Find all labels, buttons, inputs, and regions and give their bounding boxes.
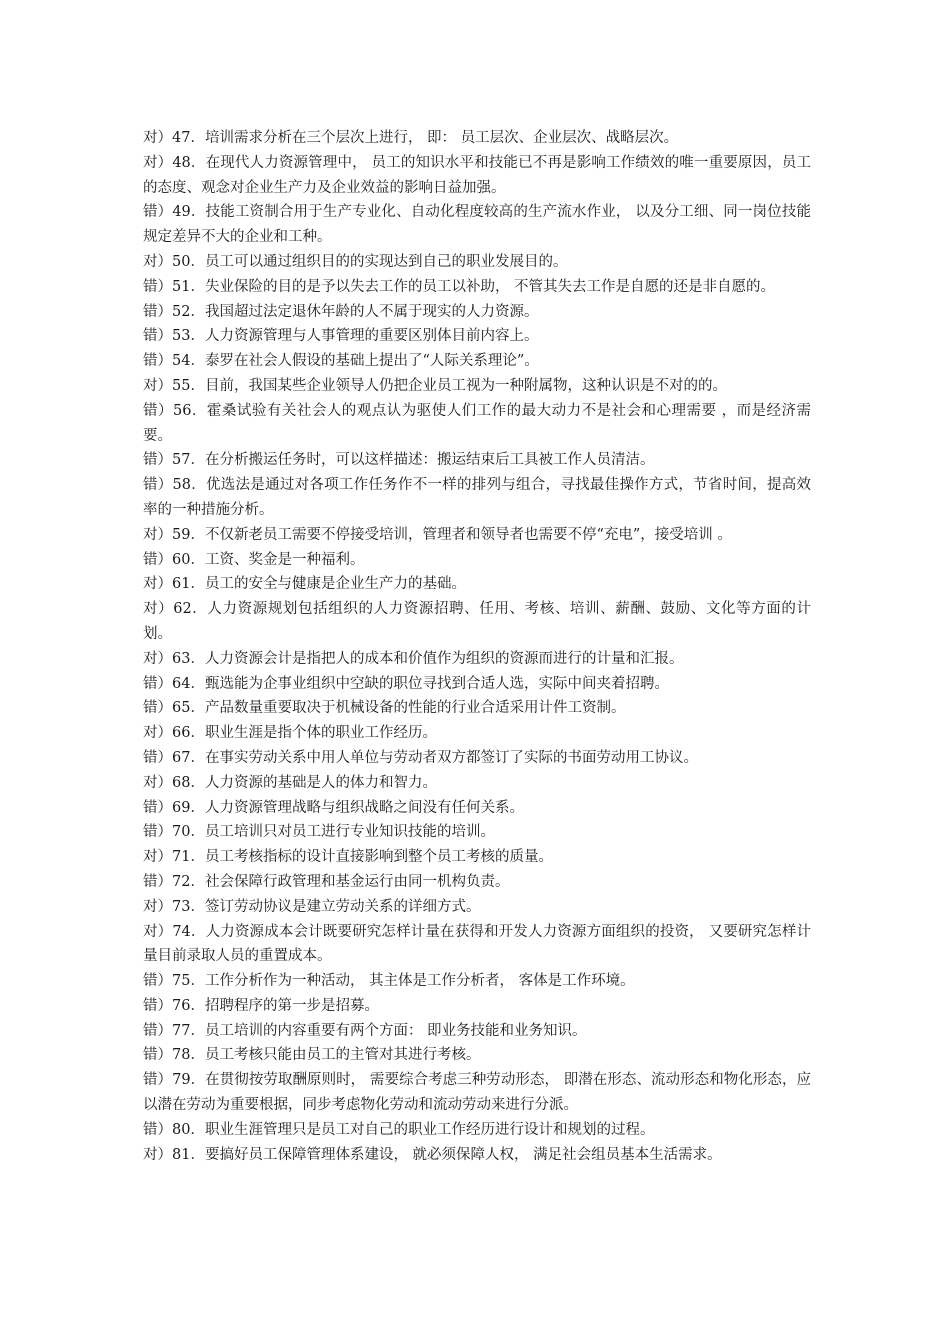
question-number: 56． <box>172 402 207 419</box>
question-number: 68． <box>172 774 205 791</box>
question-text: 甄选能为企事业组织中空缺的职位寻找到合适人选，实际中间夹着招聘。 <box>204 675 669 692</box>
verdict-label: 错） <box>143 997 172 1014</box>
question-number: 77． <box>172 1022 205 1039</box>
question-item <box>143 845 811 870</box>
question-text: 产品数量重要取决于机械设备的性能的行业合适采用计件工资制。 <box>204 700 626 717</box>
question-number: 76． <box>172 997 205 1014</box>
verdict-label: 对） <box>143 774 172 791</box>
question-number: 65． <box>172 700 205 717</box>
question-text: 人力资源管理战略与组织战略之间没有任何关系。 <box>204 799 524 816</box>
question-number: 64． <box>172 675 205 692</box>
verdict-label: 对） <box>143 898 172 915</box>
question-text: 职业生涯是指个体的职业工作经历。 <box>204 725 437 742</box>
question-number: 73． <box>172 898 205 915</box>
question-item <box>143 771 811 796</box>
question-item <box>143 300 811 325</box>
question-item <box>143 399 811 449</box>
question-number: 55． <box>172 377 205 394</box>
question-number: 69． <box>172 799 205 816</box>
question-item <box>143 920 811 970</box>
verdict-label: 错） <box>143 700 172 717</box>
question-text: 失业保险的目的是予以失去工作的员工以补助， 不管其失去工作是自愿的还是非自愿的。 <box>204 278 776 295</box>
question-item <box>143 448 811 473</box>
question-text: 员工考核只能由员工的主管对其进行考核。 <box>204 1047 481 1064</box>
question-text: 在贯彻按劳取酬原则时， 需要综合考虑三种劳动形态， 即潜在形态、流动形态和物化形态，应以潜在劳动为重要根据，同步考虑物化劳动和流动劳动来进行分派。 <box>143 1072 812 1114</box>
verdict-label: 错） <box>143 799 172 816</box>
question-item <box>143 647 811 672</box>
question-item <box>143 374 811 399</box>
question-text: 签订劳动协议是建立劳动关系的详细方式。 <box>204 898 481 915</box>
question-item <box>143 275 811 300</box>
question-number: 54． <box>172 353 205 370</box>
question-item <box>143 126 811 151</box>
question-text: 不仅新老员工需要不停接受培训，管理者和领导者也需要不停“充电”，接受培训 。 <box>204 526 732 543</box>
verdict-label: 错） <box>143 824 172 841</box>
question-number: 72． <box>172 873 205 890</box>
question-item <box>143 1118 811 1143</box>
question-item <box>143 672 811 697</box>
question-number: 67． <box>172 749 205 766</box>
question-text: 培训需求分析在三个层次上进行， 即： 员工层次、企业层次、战略层次。 <box>204 130 679 146</box>
question-number: 74． <box>172 923 206 940</box>
question-text: 招聘程序的第一步是招募。 <box>204 997 379 1014</box>
verdict-label: 错） <box>143 328 172 345</box>
question-text: 泰罗在社会人假设的基础上提出了“人际关系理论”。 <box>204 353 539 370</box>
document-body <box>143 126 811 1167</box>
verdict-label: 对） <box>143 849 172 866</box>
verdict-label: 错） <box>143 873 172 890</box>
question-number: 75． <box>172 973 205 990</box>
question-item <box>143 349 811 374</box>
question-number: 62． <box>173 601 208 618</box>
question-number: 49． <box>172 204 206 221</box>
question-item <box>143 597 811 647</box>
verdict-label: 对） <box>143 154 173 171</box>
question-number: 63． <box>172 650 205 667</box>
verdict-label: 错） <box>143 1047 172 1064</box>
verdict-label: 对） <box>143 725 172 742</box>
verdict-label: 对） <box>143 601 174 618</box>
question-number: 51． <box>172 278 205 295</box>
question-text: 员工的安全与健康是企业生产力的基础。 <box>204 576 466 593</box>
question-item <box>143 1043 811 1068</box>
question-item <box>143 1019 811 1044</box>
question-item <box>143 870 811 895</box>
question-number: 79． <box>172 1072 206 1089</box>
question-text: 霍桑试验有关社会人的观点认为驱使人们工作的最大动力不是社会和心理需要 ，而是经济需要。 <box>143 402 812 444</box>
verdict-label: 错） <box>143 278 172 295</box>
question-text: 人力资源规划包括组织的人力资源招聘、任用、考核、培训、薪酬、鼓励、文化等方面的计划。 <box>143 601 812 642</box>
verdict-label: 错） <box>143 204 173 221</box>
question-item <box>143 746 811 771</box>
verdict-label: 错） <box>143 1121 172 1138</box>
question-item <box>143 548 811 573</box>
question-number: 53． <box>172 328 205 345</box>
question-text: 人力资源管理与人事管理的重要区别体目前内容上。 <box>204 328 539 345</box>
question-number: 70． <box>172 824 205 841</box>
question-text: 工作分析作为一种活动， 其主体是工作分析者， 客体是工作环境。 <box>204 973 635 990</box>
question-item <box>143 895 811 920</box>
verdict-label: 对） <box>143 253 172 270</box>
question-text: 要搞好员工保障管理体系建设， 就必须保障人权， 满足社会组员基本生活需求。 <box>204 1146 722 1163</box>
question-item <box>143 200 811 250</box>
question-number: 61． <box>172 576 205 593</box>
question-text: 我国超过法定退休年龄的人不属于现实的人力资源。 <box>204 303 539 320</box>
question-text: 人力资源会计是指把人的成本和价值作为组织的资源而进行的计量和汇报。 <box>204 650 684 667</box>
question-text: 职业生涯管理只是员工对自己的职业工作经历进行设计和规划的过程。 <box>204 1121 655 1138</box>
question-text: 员工培训的内容重要有两个方面： 即业务技能和业务知识。 <box>204 1022 587 1039</box>
question-number: 47． <box>172 130 205 146</box>
question-item <box>143 994 811 1019</box>
question-item <box>143 250 811 275</box>
question-item <box>143 473 811 523</box>
question-text: 员工可以通过组织目的的实现达到自己的职业发展目的。 <box>204 253 568 270</box>
question-item <box>143 796 811 821</box>
verdict-label: 错） <box>143 477 173 494</box>
verdict-label: 对） <box>143 650 172 667</box>
question-number: 50． <box>172 253 205 270</box>
question-number: 52． <box>172 303 205 320</box>
verdict-label: 错） <box>143 402 173 419</box>
verdict-label: 对） <box>143 1146 172 1163</box>
question-text: 员工考核指标的设计直接影响到整个员工考核的质量。 <box>204 849 553 866</box>
question-number: 57． <box>172 452 205 469</box>
verdict-label: 错） <box>143 1072 173 1089</box>
question-item <box>143 324 811 349</box>
verdict-label: 错） <box>143 1022 172 1039</box>
question-item <box>143 696 811 721</box>
question-number: 60． <box>172 551 205 568</box>
verdict-label: 对） <box>143 576 172 593</box>
question-number: 48． <box>172 154 206 171</box>
verdict-label: 错） <box>143 303 172 320</box>
verdict-label: 错） <box>143 973 172 990</box>
question-number: 59． <box>172 526 205 543</box>
question-number: 81． <box>172 1146 205 1163</box>
question-item <box>143 969 811 994</box>
question-text: 技能工资制合用于生产专业化、自动化程度较高的生产流水作业， 以及分工细、同一岗位技能规定差异不大的企业和工种。 <box>143 204 812 246</box>
question-item <box>143 523 811 548</box>
question-text: 目前，我国某些企业领导人仍把企业员工视为一种附属物，这种认识是不对的的。 <box>204 377 727 394</box>
question-text: 工资、奖金是一种福利。 <box>204 551 365 568</box>
question-number: 58． <box>172 477 207 494</box>
question-number: 78． <box>172 1047 205 1064</box>
question-item <box>143 721 811 746</box>
verdict-label: 对） <box>143 377 172 394</box>
question-text: 在分析搬运任务时，可以这样描述：搬运结束后工具被工作人员清洁。 <box>204 452 655 469</box>
question-text: 优选法是通过对各项工作任务作不一样的排列与组合，寻找最佳操作方式，节省时间，提高效率的一种措施分析。 <box>143 477 812 518</box>
question-number: 71． <box>172 849 205 866</box>
question-item <box>143 151 811 201</box>
question-item <box>143 1143 811 1168</box>
verdict-label: 错） <box>143 452 172 469</box>
question-number: 66． <box>172 725 205 742</box>
question-text: 在现代人力资源管理中， 员工的知识水平和技能已不再是影响工作绩效的唯一重要原因，员工的态度、观念对企业生产力及企业效益的影响日益加强。 <box>143 154 812 196</box>
question-text: 在事实劳动关系中用人单位与劳动者双方都签订了实际的书面劳动用工协议。 <box>204 749 698 766</box>
verdict-label: 错） <box>143 675 172 692</box>
verdict-label: 错） <box>143 353 172 370</box>
question-item <box>143 820 811 845</box>
verdict-label: 对） <box>143 130 172 146</box>
verdict-label: 错） <box>143 749 172 766</box>
question-item <box>143 572 811 597</box>
question-item <box>143 1068 811 1118</box>
question-text: 社会保障行政管理和基金运行由同一机构负责。 <box>204 873 510 890</box>
verdict-label: 对） <box>143 526 172 543</box>
question-text: 员工培训只对员工进行专业知识技能的培训。 <box>204 824 495 841</box>
question-text: 人力资源的基础是人的体力和智力。 <box>204 774 437 791</box>
verdict-label: 对） <box>143 923 173 940</box>
question-number: 80． <box>172 1121 205 1138</box>
question-text: 人力资源成本会计既要研究怎样计量在获得和开发人力资源方面组织的投资， 又要研究怎样计量目前录取人员的重置成本。 <box>143 923 812 965</box>
verdict-label: 错） <box>143 551 172 568</box>
